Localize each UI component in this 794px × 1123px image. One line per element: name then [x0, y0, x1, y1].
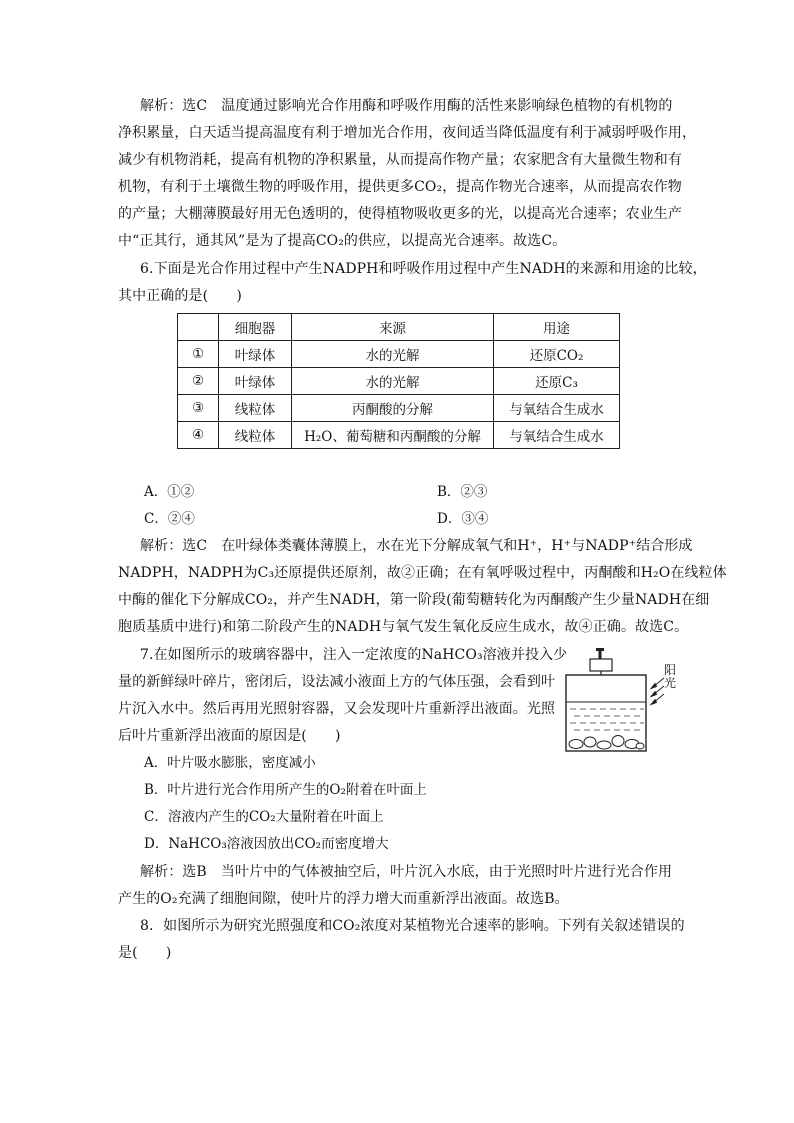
table-cell: ③ [178, 395, 219, 422]
container-illustration [560, 642, 680, 757]
analysis5-line-1: 解析：选C 温度通过影响光合作用酶和呼吸作用酶的活性来影响绿色植物的有机物的 [140, 98, 673, 114]
q7-stem-line-3: 片沉入水中。然后再用光照射容器，又会发现叶片重新浮出液面。光照 [118, 701, 556, 717]
table-cell: ④ [178, 422, 219, 449]
table-header-cell: 细胞器 [219, 314, 292, 341]
q6-option-c: C．②④ [144, 511, 195, 527]
q8-stem-line-2: 是( ) [118, 945, 172, 961]
table-cell: 线粒体 [219, 395, 292, 422]
table-cell: 与氧结合生成水 [494, 422, 620, 449]
q6-analysis-line-1: 解析：选C 在叶绿体类囊体薄膜上，水在光下分解成氧气和H⁺，H⁺与NADP⁺结合形成 [140, 538, 693, 554]
analysis5-line-6: 中“正其行，通其风”是为了提高CO₂的供应，以提高光合速率。故选C。 [118, 233, 567, 249]
table-cell: 线粒体 [219, 422, 292, 449]
q7-option-c: C．溶液内产生的CO₂大量附着在叶面上 [144, 809, 384, 825]
q7-option-d: D．NaHCO₃溶液因放出CO₂而密度增大 [144, 836, 389, 852]
q7-option-a: A．叶片吸水膨胀，密度减小 [144, 755, 316, 771]
q6-analysis-line-4: 胞质基质中进行)和第二阶段产生的NADH与氧气发生氧化反应生成水，故④正确。故选C。 [118, 619, 689, 635]
q6-stem-line-2: 其中正确的是( ) [118, 288, 242, 304]
q7-option-b: B．叶片进行光合作用所产生的O₂附着在叶面上 [144, 782, 427, 798]
q7-analysis-line-1: 解析：选B 当叶片中的气体被抽空后，叶片沉入水底，由于光照时叶片进行光合作用 [140, 864, 673, 880]
analysis5-line-3: 减少有机物消耗，提高有机物的净积累量，从而提高作物产量；农家肥含有大量微生物和有 [118, 152, 682, 168]
q6-analysis-line-3: 中酶的催化下分解成CO₂，并产生NADH，第一阶段(葡萄糖转化为丙酮酸产生少量NADH在细 [118, 592, 710, 608]
table-cell: 还原CO₂ [494, 341, 620, 368]
table-cell: H₂O、葡萄糖和丙酮酸的分解 [292, 422, 494, 449]
q6-option-a: A．①② [144, 484, 195, 500]
analysis5-line-4: 机物，有利于土壤微生物的呼吸作用，提供更多CO₂，提高作物光合速率，从而提高农作物 [118, 179, 682, 195]
q8-stem-line-1: 8．如图所示为研究光照强度和CO₂浓度对某植物光合速率的影响。下列有关叙述错误的 [140, 918, 685, 934]
q6-option-b: B．②③ [437, 484, 488, 500]
q6-stem-line-1: 6.下面是光合作用过程中产生NADPH和呼吸作用过程中产生NADH的来源和用途的比较， [140, 261, 707, 277]
table-header-cell [178, 314, 219, 341]
table-cell: 丙酮酸的分解 [292, 395, 494, 422]
table-cell: 与氧结合生成水 [494, 395, 620, 422]
table-cell: 叶绿体 [219, 341, 292, 368]
table-cell: ① [178, 341, 219, 368]
table-row [178, 368, 620, 395]
sunlight-label: 阳光 [664, 663, 677, 690]
table-header-cell: 用途 [494, 314, 620, 341]
table-cell: 叶绿体 [219, 368, 292, 395]
table-header-row [178, 314, 620, 341]
q7-stem-line-1: 7.在如图所示的玻璃容器中，注入一定浓度的NaHCO₃溶液并投入少 [140, 647, 568, 663]
q6-option-d: D．③④ [437, 511, 489, 527]
q7-stem-line-2: 量的新鲜绿叶碎片，密闭后，设法减小液面上方的气体压强，会看到叶 [118, 674, 556, 690]
q7-stem-line-4: 后叶片重新浮出液面的原因是( ) [118, 728, 341, 744]
table-cell: 水的光解 [292, 368, 494, 395]
table-row [178, 395, 620, 422]
table-cell: ② [178, 368, 219, 395]
table-row [178, 422, 620, 449]
comparison-table [177, 313, 620, 449]
table-header-cell: 来源 [292, 314, 494, 341]
analysis5-line-2: 净积累量，白天适当提高温度有利于增加光合作用，夜间适当降低温度有利于减弱呼吸作用， [118, 125, 697, 141]
glass-container-figure [560, 642, 680, 757]
q7-analysis-line-2: 产生的O₂充满了细胞间隙，使叶片的浮力增大而重新浮出液面。故选B。 [118, 891, 569, 907]
table-cell: 还原C₃ [494, 368, 620, 395]
analysis5-line-5: 的产量；大棚薄膜最好用无色透明的，使得植物吸收更多的光，以提高光合速率；农业生产 [118, 206, 682, 222]
table-cell: 水的光解 [292, 341, 494, 368]
q6-analysis-line-2: NADPH，NADPH为C₃还原提供还原剂，故②正确；在有氧呼吸过程中，丙酮酸和H₂O在线粒体 [118, 565, 727, 581]
table-row [178, 341, 620, 368]
